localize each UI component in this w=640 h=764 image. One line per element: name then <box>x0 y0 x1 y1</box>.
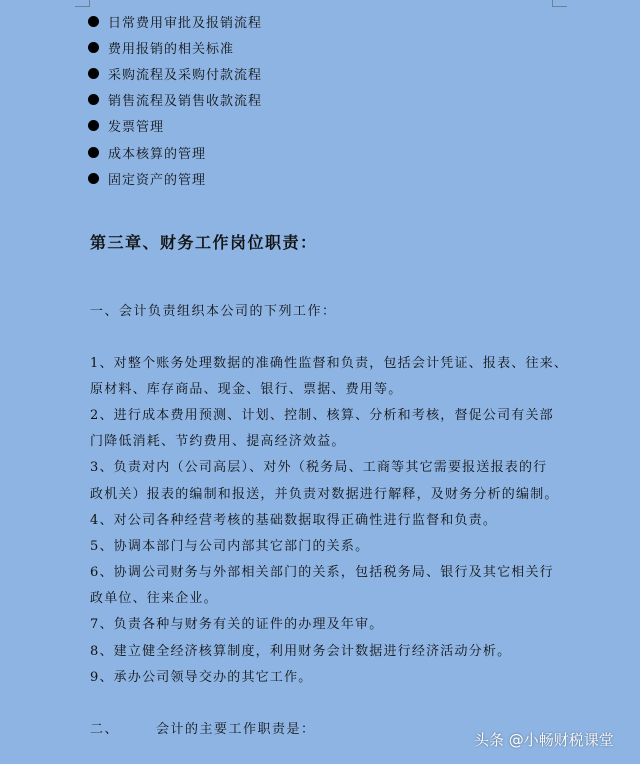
duty-line: 原材料、库存商品、现金、银行、票据、费用等。 <box>90 381 403 397</box>
list-item <box>88 34 262 60</box>
duty-line: 7、负责各种与财务有关的证件的办理及年审。 <box>90 617 384 633</box>
list-item-text: 固定资产的管理 <box>108 172 207 188</box>
duty-line: 政单位、往来企业。 <box>90 591 218 607</box>
duty-line: 门降低消耗、节约费用、提高经济效益。 <box>90 434 346 450</box>
list-item-text: 发票管理 <box>108 120 165 136</box>
list-item-text: 成本核算的管理 <box>108 146 207 162</box>
bullet-icon <box>88 16 99 27</box>
chapter-heading: 第三章、财务工作岗位职责： <box>90 233 318 252</box>
duty-line: 2、进行成本费用预测、计划、控制、核算、分析和考核，督促公司有关部 <box>90 407 554 423</box>
list-item-text: 销售流程及销售收款流程 <box>108 94 263 110</box>
duty-line: 5、协调本部门与公司内部其它部门的关系。 <box>90 538 370 554</box>
list-item <box>88 87 262 113</box>
list-item-text: 日常费用审批及报销流程 <box>108 15 263 31</box>
crop-mark-left <box>75 0 90 7</box>
duty-line: 政机关）报表的编制和报送，并负责对数据进行解释，及财务分析的编制。 <box>90 486 559 502</box>
duty-line: 3、负责对内（公司高层）、对外（税务局、工商等其它需要报送报表的行 <box>90 460 548 476</box>
list-item <box>88 165 262 191</box>
list-item-text: 费用报销的相关标准 <box>108 41 235 57</box>
list-item <box>88 139 262 165</box>
bullet-icon <box>88 120 99 131</box>
bullet-icon <box>88 147 99 158</box>
bullet-icon <box>88 42 99 53</box>
section-heading-2 <box>90 718 316 737</box>
bullet-icon <box>88 94 99 105</box>
bullet-icon <box>88 173 99 184</box>
section-2-number: 二、 <box>90 722 120 737</box>
process-bullet-list <box>88 8 262 191</box>
section-2-text: 会计的主要工作职责是： <box>156 722 316 737</box>
duty-line: 9、承办公司领导交办的其它工作。 <box>90 669 313 685</box>
duty-line: 1、对整个账务处理数据的准确性监督和负责，包括会计凭证、报表、往来、 <box>90 355 569 371</box>
list-item <box>88 60 262 86</box>
duty-line: 8、建立健全经济核算制度，利用财务会计数据进行经济活动分析。 <box>90 643 512 659</box>
duties-list <box>90 348 569 688</box>
watermark: 头条 @小畅财税课堂 <box>474 731 614 749</box>
duty-line: 4、对公司各种经营考核的基础数据取得正确性进行监督和负责。 <box>90 512 498 528</box>
list-item-text: 采购流程及采购付款流程 <box>108 67 263 83</box>
duty-line: 6、协调公司财务与外部相关部门的关系，包括税务局、银行及其它相关行 <box>90 565 554 581</box>
list-item <box>88 113 262 139</box>
section-heading-1: 一、会计负责组织本公司的下列工作： <box>90 304 337 319</box>
crop-mark-right <box>552 0 567 7</box>
bullet-icon <box>88 68 99 79</box>
list-item <box>88 8 262 34</box>
